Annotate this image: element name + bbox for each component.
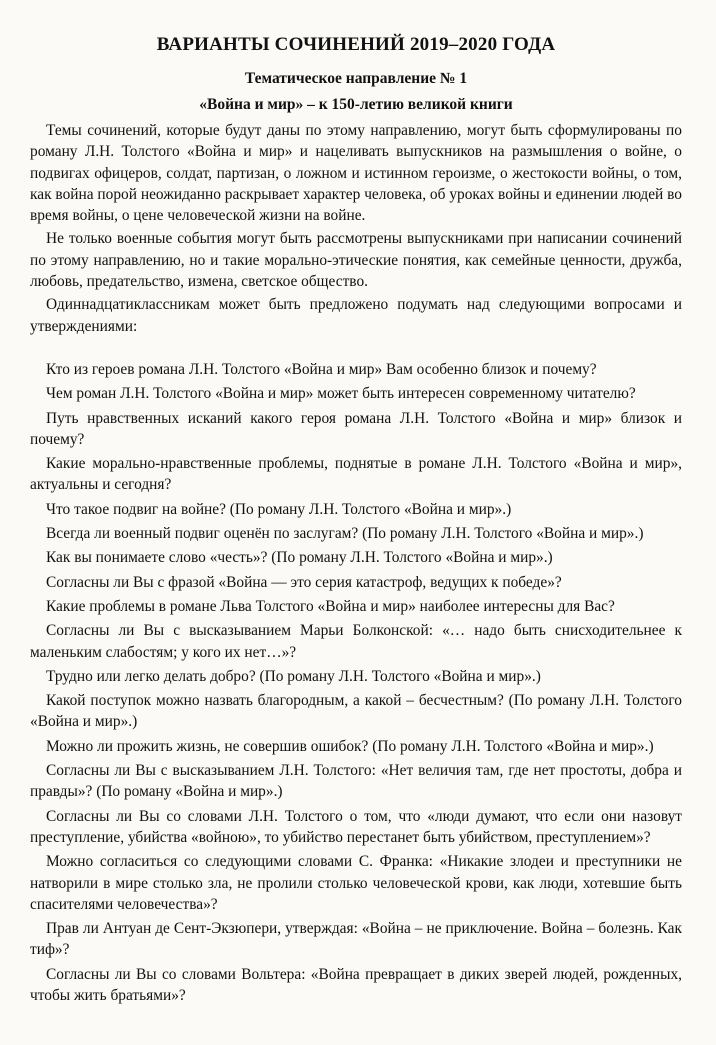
question-item: Прав ли Антуан де Сент-Экзюпери, утверждая: «Война – не приключение. Война – болезнь. Как тиф»? (30, 920, 682, 959)
question-item: Можно ли прожить жизнь, не совершив ошибок? (По роману Л.Н. Толстого «Война и мир».) (46, 737, 654, 755)
question-item: Согласны ли Вы со словами Вольтера: «Война превращает в диких зверей людей, рожденных, чтобы жить братьями»? (30, 965, 682, 1004)
question-item: Чем роман Л.Н. Толстого «Война и мир» может быть интересен современному читателю? (46, 385, 636, 403)
intro-paragraph: Не только военные события могут быть рассмотрены выпускниками при написании сочинений по этому направлению, но и такие морально-этические понятия, как семейные ценности, дружба, любовь, предательство, измена, светское общество. (30, 230, 682, 291)
thematic-direction-heading: Тематическое направление № 1 (244, 70, 468, 87)
question-item: Трудно или легко делать добро? (По роману Л.Н. Толстого «Война и мир».) (46, 667, 541, 685)
page-title: ВАРИАНТЫ СОЧИНЕНИЙ 2019–2020 ГОДА (156, 34, 556, 55)
question-item: Согласны ли Вы со словами Л.Н. Толстого о том, что «люди думают, что если они назовут преступление, убийства «войною», то убийство перестанет быть убийством, преступлением»? (30, 807, 682, 846)
intro-text (30, 120, 682, 337)
question-item: Согласны ли Вы с фразой «Война — это серия катастроф, ведущих к победе»? (46, 573, 562, 591)
question-item: Какие проблемы в романе Льва Толстого «Война и мир» наиболее интересны для Вас? (46, 597, 615, 615)
question-item: Как вы понимаете слово «честь»? (По роману Л.Н. Толстого «Война и мир».) (46, 549, 553, 567)
question-item: Какие морально-нравственные проблемы, поднятые в романе Л.Н. Толстого «Война и мир», актуальны и сегодня? (30, 455, 682, 494)
question-item: Можно согласиться со следующими словами С. Франка: «Никакие злодеи и преступники не натворили в мире столько зла, не пролили столько человеческой крови, как люди, хотевшие быть спасителями человечества»? (30, 853, 682, 913)
book-heading: «Война и мир» – к 150-летию великой книги (199, 96, 513, 113)
question-list (30, 359, 682, 1006)
question-item: Кто из героев романа Л.Н. Толстого «Война и мир» Вам особенно близок и почему? (46, 360, 597, 378)
intro-paragraph: Темы сочинений, которые будут даны по этому направлению, могут быть сформулированы по роману Л.Н. Толстого «Война и мир» и нацеливать выпускников на размышления о войне, о подвигах офицеров, солдат, партизан, о ложном и истинном героизме, о жестокости войны, о том, как война порой неожиданно раскрывает характер человека, об уроках войны и единении людей во время войны, о цене человеческой жизни на войне. (30, 122, 682, 225)
question-item: Согласны ли Вы с высказыванием Л.Н. Толстого: «Нет величия там, где нет простоты, добра и правды»? (По роману «Война и мир».) (30, 762, 682, 801)
question-item: Согласны ли Вы с высказыванием Марьи Болконской: «… надо быть снисходительнее к маленьким слабостям; у кого их нет…»? (30, 622, 682, 661)
question-item: Какой поступок можно назвать благородным, а какой – бесчестным? (По роману Л.Н. Толстого «Война и мир».) (30, 692, 682, 731)
question-item: Всегда ли военный подвиг оценён по заслугам? (По роману Л.Н. Толстого «Война и мир».) (46, 525, 644, 543)
question-item: Путь нравственных исканий какого героя романа Л.Н. Толстого «Война и мир» близок и почему? (30, 409, 682, 448)
intro-paragraph: Одиннадцатиклассникам может быть предложено подумать над следующими вопросами и утверждениями: (30, 296, 682, 335)
question-item: Что такое подвиг на войне? (По роману Л.Н. Толстого «Война и мир».) (46, 500, 512, 518)
